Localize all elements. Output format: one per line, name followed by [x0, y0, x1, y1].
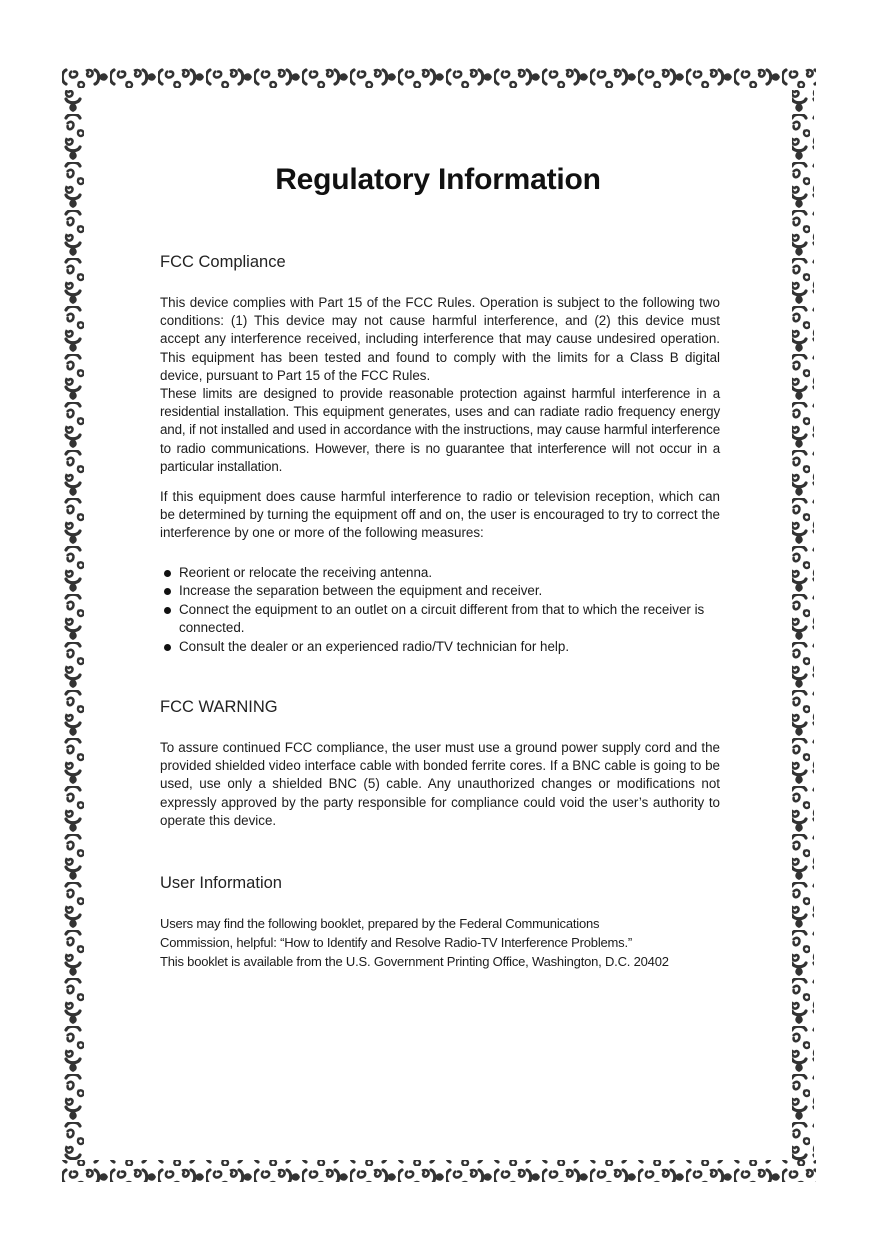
measure-text: Increase the separation between the equipment and receiver. [179, 583, 543, 599]
fcc-warning-heading: FCC WARNING [160, 698, 278, 716]
list-item [160, 564, 720, 582]
fcc-compliance-paragraph-3: If this equipment does cause harmful interference to radio or television reception, which can be determined by turning the equipment off and on, the user is encouraged to try to correct the interference by one or more of the following measures: [160, 489, 720, 541]
measure-text: Reorient or relocate the receiving antenna. [179, 565, 433, 580]
bullet-icon [164, 588, 171, 595]
list-item [160, 601, 720, 638]
fcc-compliance-paragraph-2: These limits are designed to provide reasonable protection against harmful interference in a residential installation. This equipment generates, uses and can radiate radio frequency energy and, if not installed and used in accordance with the instructions, may cause harmful interference to radio communications. However, there is no guarantee that interference will not occur in a particular installation. [160, 386, 720, 474]
measure-text: Consult the dealer or an experienced radio/TV technician for help. [179, 638, 570, 654]
user-information-heading: User Information [160, 874, 282, 892]
list-item [160, 638, 720, 656]
fcc-compliance-heading: FCC Compliance [160, 253, 286, 271]
bullet-icon [164, 570, 171, 577]
user-information-line-3: This booklet is available from the U.S. Government Printing Office, Washington, D.C. 20402 [160, 954, 669, 969]
fcc-warning-paragraph: To assure continued FCC compliance, the user must use a ground power supply cord and the provided shielded video interface cable with bonded ferrite cores. If a BNC cable is going to be used, use only a shielded BNC (5) cable. Any unauthorized changes or modifications not expressly approved by the party responsible for compliance could void the user’s authority to operate this device. [160, 740, 720, 828]
list-item [160, 582, 720, 600]
interference-measures-list [160, 564, 720, 656]
user-information-line-1: Users may find the following booklet, prepared by the Federal Communications [160, 916, 600, 931]
user-information-line-2: Commission, helpful: “How to Identify and Resolve Radio-TV Interference Problems.” [160, 935, 633, 950]
measure-text: Connect the equipment to an outlet on a circuit different from that to which the receiver is connected. [179, 601, 705, 636]
page-title: Regulatory Information [275, 163, 601, 196]
bullet-icon [164, 644, 171, 651]
bullet-icon [164, 607, 171, 614]
fcc-compliance-paragraph-1: This device complies with Part 15 of the FCC Rules. Operation is subject to the following two conditions: (1) This device may not cause harmful interference, and (2) this device must accept any interference received, including interference that may cause undesired operation. This equipment has been tested and found to comply with the limits for a Class B digital device, pursuant to Part 15 of the FCC Rules. [160, 295, 720, 383]
